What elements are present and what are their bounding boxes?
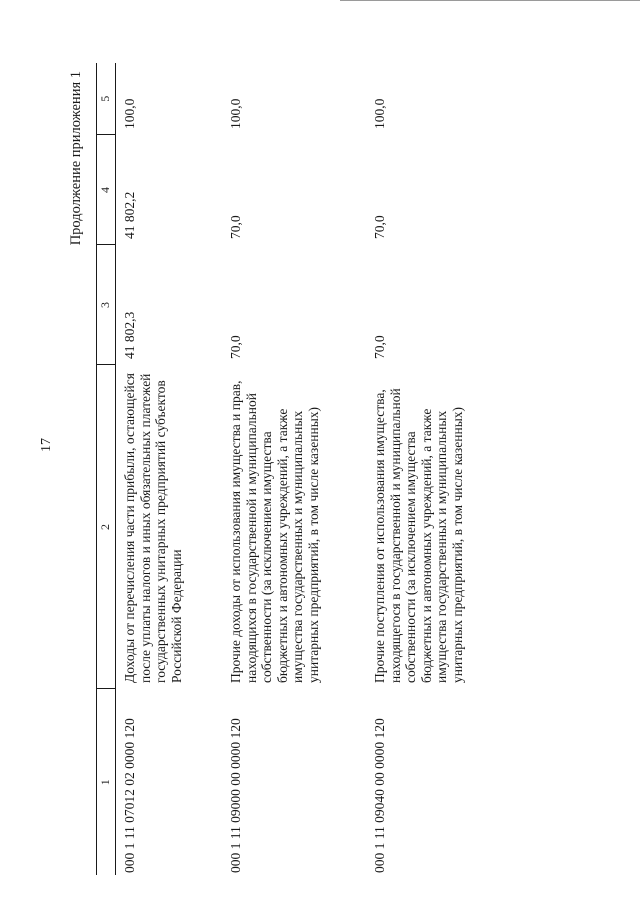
column-number-4: 4 [97, 135, 116, 245]
percent-value: 100,0 [122, 98, 137, 129]
percent-value: 100,0 [372, 98, 387, 129]
budget-code: 000 1 11 09040 00 0000 120 [372, 718, 387, 873]
income-name: Прочие доходы от использования имущества и прав, находящихся в государственной и муниципальной собственности (за исключением имущества бюджетных и автономных учреждений, а также имущества государственных и муниципальных унитарных предприятий, в том числе казенных) [228, 380, 321, 683]
column-number-2: 2 [97, 365, 116, 689]
table-row [222, 63, 366, 875]
actual-value: 70,0 [372, 215, 387, 239]
scan-edge-line [340, 0, 640, 1]
budget-code: 000 1 11 09000 00 0000 120 [228, 718, 243, 873]
column-number-1: 1 [97, 689, 116, 875]
column-numbers-row [97, 63, 116, 875]
table-row [116, 63, 223, 875]
budget-code: 000 1 11 07012 02 0000 120 [122, 718, 137, 873]
percent-value: 100,0 [228, 98, 243, 129]
column-number-3: 3 [97, 245, 116, 365]
income-name: Доходы от перечисления части прибыли, остающейся после уплаты налогов и иных обязательных платежей государственных унитарных предприятий субъектов Российской Федерации [122, 373, 184, 683]
column-number-5: 5 [97, 63, 116, 135]
actual-value: 41 802,2 [122, 191, 137, 239]
annex-title: Продолжение приложения 1 [68, 71, 84, 246]
rotated-sheet [62, 63, 502, 875]
plan-value: 70,0 [372, 335, 387, 359]
income-name: Прочие поступления от использования имущества, находящегося в государственной и муниципальной собственности (за исключением имущества бюджетных и автономных учреждений, а также имущества государственных и муниципальных унитарных предприятий, в том числе казенных) [372, 388, 465, 683]
table-row [366, 63, 492, 875]
plan-value: 70,0 [228, 335, 243, 359]
plan-value: 41 802,3 [122, 311, 137, 359]
actual-value: 70,0 [228, 215, 243, 239]
budget-table [96, 63, 492, 875]
page-number: 17 [39, 438, 54, 452]
